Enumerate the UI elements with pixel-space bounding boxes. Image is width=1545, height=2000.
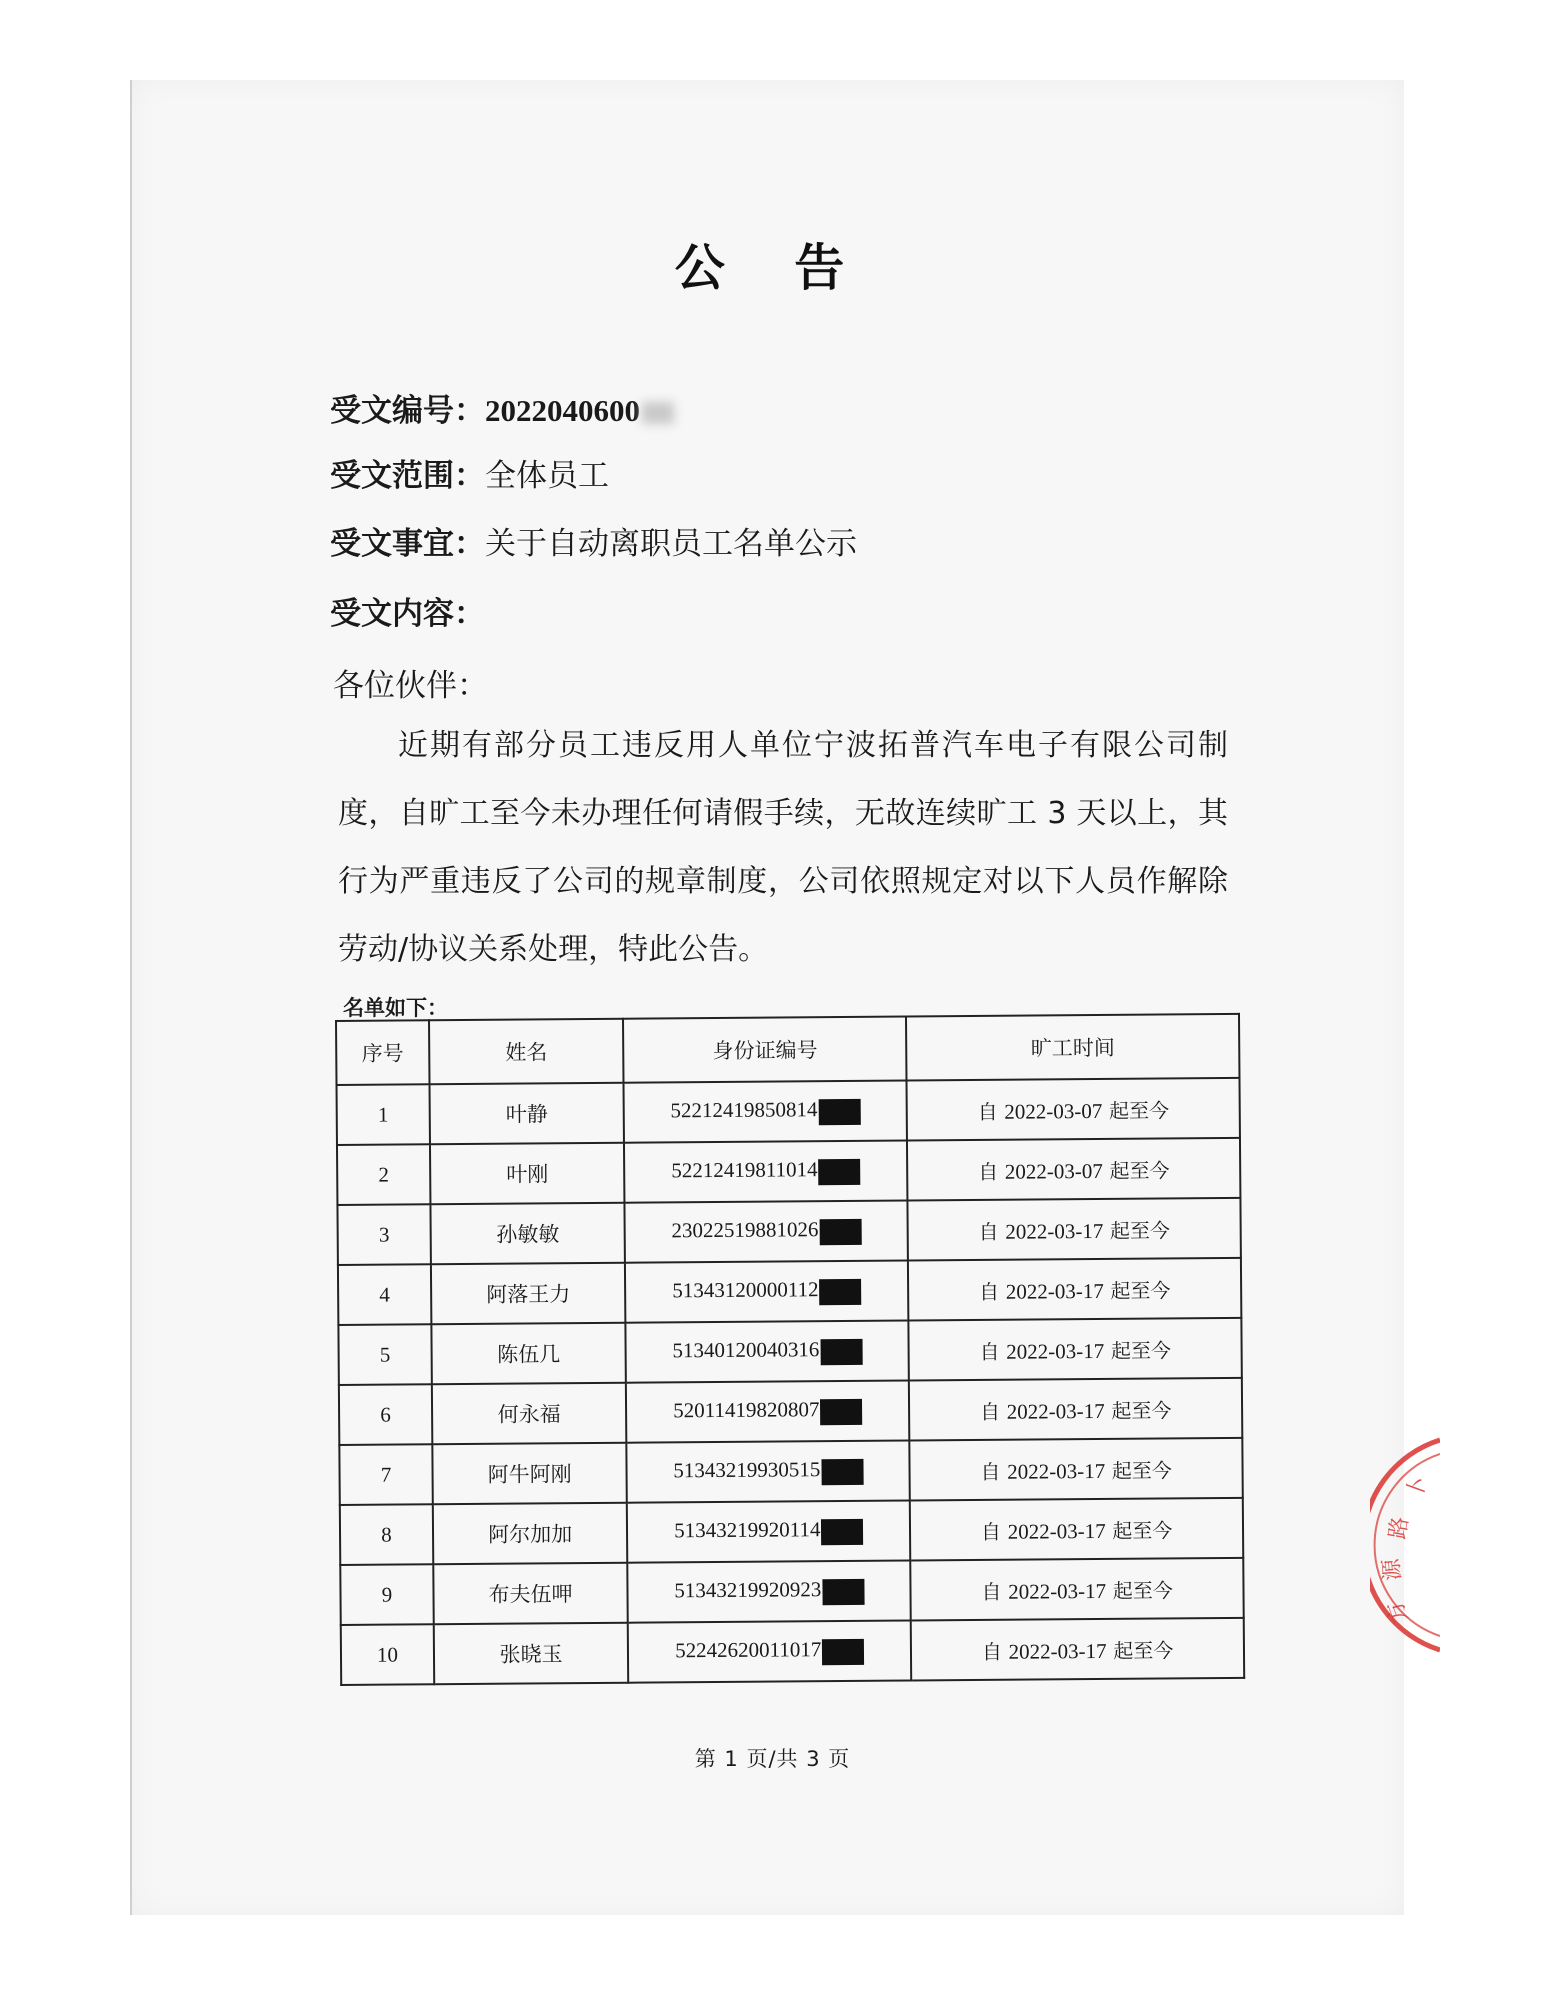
absence-date: 2022-03-17	[1005, 1218, 1104, 1244]
page-footer: 第 1 页/共 3 页	[694, 1747, 851, 1771]
id-number: 51343120000112	[672, 1277, 819, 1303]
id-number: 51343219930515	[673, 1457, 821, 1483]
scope-line	[330, 450, 609, 495]
redaction-block	[820, 1398, 862, 1424]
absence-cell	[907, 1078, 1240, 1141]
absence-date: 2022-03-17	[1008, 1638, 1107, 1664]
table-row	[339, 1438, 1242, 1505]
date-prefix: 自	[980, 1519, 1002, 1544]
header-name: 姓名	[429, 1019, 624, 1085]
subject-line	[330, 518, 857, 563]
redaction-block	[822, 1638, 864, 1664]
date-suffix: 起至今	[1109, 1157, 1170, 1183]
id-number: 51340120040316	[672, 1337, 820, 1363]
subject-label: 受文事宜：	[330, 526, 485, 562]
employee-table	[335, 1013, 1245, 1686]
row-number: 4	[338, 1264, 431, 1325]
employee-name: 阿牛阿刚	[432, 1443, 627, 1505]
employee-name: 张晓玉	[434, 1623, 629, 1685]
doc-number-label: 受文编号：	[330, 393, 485, 429]
redaction-block	[821, 1518, 863, 1544]
table-row	[341, 1618, 1244, 1685]
table-row	[338, 1318, 1241, 1385]
header-id: 身份证编号	[623, 1017, 906, 1083]
id-cell	[624, 1141, 907, 1203]
absence-date: 2022-03-17	[1005, 1278, 1104, 1304]
employee-name: 阿尔加加	[433, 1503, 628, 1565]
row-number: 9	[340, 1564, 433, 1625]
id-cell	[624, 1081, 907, 1143]
table-row	[339, 1378, 1242, 1445]
id-number: 52212419811014	[671, 1157, 818, 1183]
employee-name: 叶刚	[430, 1143, 625, 1205]
table-row	[337, 1198, 1240, 1265]
date-suffix: 起至今	[1112, 1577, 1173, 1603]
date-suffix: 起至今	[1111, 1397, 1172, 1423]
table-row	[338, 1258, 1241, 1325]
employee-name: 布夫伍呷	[433, 1563, 628, 1625]
row-number: 2	[337, 1144, 430, 1205]
redaction-block	[819, 1278, 861, 1304]
absence-date: 2022-03-17	[1006, 1338, 1105, 1364]
absence-date: 2022-03-17	[1006, 1398, 1105, 1424]
redaction-block	[820, 1338, 862, 1364]
id-number: 23022519881026	[671, 1217, 819, 1243]
svg-text:卜: 卜	[1402, 1472, 1434, 1503]
header-date: 旷工时间	[906, 1014, 1239, 1081]
date-prefix: 自	[979, 1399, 1001, 1424]
company-seal	[1370, 1430, 1440, 1660]
date-prefix: 自	[980, 1459, 1001, 1484]
id-cell	[628, 1620, 911, 1682]
date-prefix: 自	[977, 1099, 998, 1124]
date-prefix: 自	[978, 1159, 999, 1184]
redaction-block	[821, 1458, 863, 1484]
absence-cell	[910, 1438, 1243, 1501]
absence-date: 2022-03-07	[1004, 1158, 1103, 1184]
notice-title: 公 告	[674, 239, 871, 297]
svg-text:路: 路	[1385, 1515, 1414, 1542]
svg-text:方: 方	[1382, 1597, 1414, 1627]
absence-cell	[911, 1618, 1244, 1681]
header-no: 序号	[336, 1020, 429, 1085]
doc-number-line	[330, 385, 674, 430]
id-cell	[627, 1441, 910, 1503]
date-prefix: 自	[978, 1279, 1000, 1304]
absence-cell	[910, 1498, 1243, 1561]
id-cell	[627, 1500, 910, 1562]
employee-name: 叶静	[429, 1083, 624, 1145]
id-cell	[625, 1201, 908, 1263]
date-prefix: 自	[981, 1579, 1002, 1604]
id-number: 52011419820807	[673, 1397, 820, 1423]
absence-cell	[907, 1138, 1240, 1201]
redaction-block	[819, 1158, 861, 1184]
row-number: 8	[340, 1504, 433, 1565]
employee-name: 陈伍几	[431, 1323, 626, 1385]
id-number: 52242620011017	[675, 1637, 822, 1663]
scope-label: 受文范围：	[330, 458, 485, 494]
id-cell	[626, 1321, 909, 1383]
absence-cell	[909, 1318, 1242, 1381]
list-label: 名单如下：	[343, 996, 448, 1020]
id-number: 51343219920923	[674, 1577, 822, 1603]
employee-name: 孙敏敏	[430, 1203, 625, 1265]
table-row	[340, 1558, 1243, 1625]
date-prefix: 自	[981, 1639, 1003, 1664]
absence-date: 2022-03-07	[1004, 1098, 1103, 1124]
absence-cell	[909, 1378, 1242, 1441]
date-suffix: 起至今	[1108, 1097, 1170, 1123]
notice-paragraph: 近期有部分员工违反用人单位宁波拓普汽车电子有限公司制度，自旷工至今未办理任何请假手续，无故连续旷工 3 天以上，其行为严重违反了公司的规章制度，公司依照规定对以下人员作解除劳动/协议关系处理，特此公告。	[338, 728, 1228, 967]
absence-date: 2022-03-17	[1007, 1458, 1106, 1484]
row-number: 10	[341, 1624, 434, 1685]
date-suffix: 起至今	[1113, 1637, 1174, 1663]
table-row	[337, 1138, 1240, 1205]
absence-date: 2022-03-17	[1008, 1578, 1107, 1604]
redaction-block	[818, 1098, 860, 1124]
id-number: 51343219920114	[674, 1517, 821, 1543]
content-label: 受文内容：	[330, 596, 485, 632]
date-suffix: 起至今	[1110, 1337, 1172, 1363]
absence-cell	[908, 1198, 1241, 1261]
date-prefix: 自	[979, 1339, 1000, 1364]
doc-number-value: 2022040600	[485, 393, 640, 428]
date-suffix: 起至今	[1109, 1217, 1171, 1243]
doc-number-blur	[642, 402, 674, 424]
date-prefix: 自	[978, 1219, 999, 1244]
redaction-block	[819, 1218, 861, 1244]
row-number: 1	[337, 1084, 430, 1145]
scope-value: 全体员工	[485, 458, 609, 494]
row-number: 7	[339, 1444, 432, 1505]
id-cell	[625, 1261, 908, 1323]
date-suffix: 起至今	[1111, 1457, 1172, 1483]
id-cell	[628, 1560, 911, 1622]
row-number: 3	[337, 1204, 430, 1265]
subject-value: 关于自动离职员工名单公示	[485, 526, 857, 562]
svg-text:源: 源	[1379, 1557, 1406, 1582]
id-number: 52212419850814	[670, 1097, 818, 1123]
id-cell	[626, 1381, 909, 1443]
absence-cell	[911, 1558, 1244, 1621]
content-line	[330, 588, 485, 633]
employee-name: 阿落王力	[431, 1263, 626, 1325]
greeting: 各位伙伴：	[333, 668, 488, 704]
absence-date: 2022-03-17	[1007, 1518, 1106, 1544]
date-suffix: 起至今	[1112, 1517, 1173, 1543]
redaction-block	[822, 1578, 864, 1604]
employee-name: 何永福	[432, 1383, 627, 1445]
table-row	[337, 1078, 1240, 1145]
absence-cell	[908, 1258, 1241, 1321]
date-suffix: 起至今	[1110, 1277, 1171, 1303]
row-number: 5	[338, 1324, 431, 1385]
table-header-row	[336, 1014, 1239, 1085]
table-row	[340, 1498, 1243, 1565]
row-number: 6	[339, 1384, 432, 1445]
